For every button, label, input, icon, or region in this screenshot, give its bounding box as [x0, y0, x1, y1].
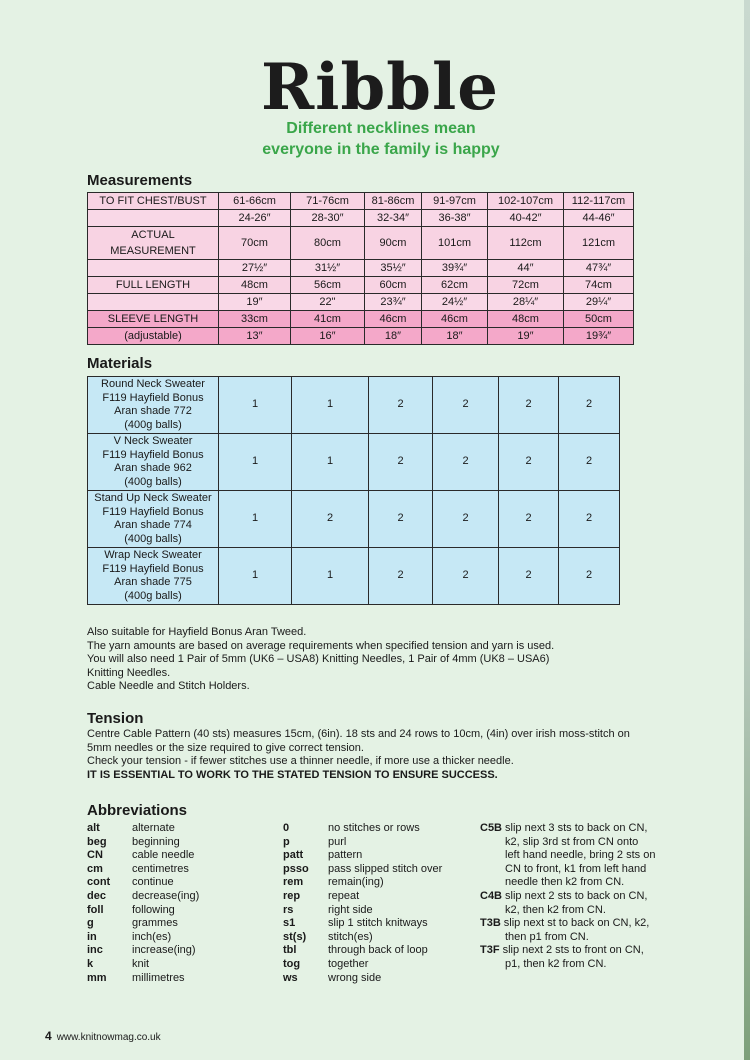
measurement-cell: 48cm [219, 277, 291, 294]
measurement-cell: 46cm [365, 311, 422, 328]
abbreviation-row [283, 836, 442, 850]
materials-table [87, 376, 620, 605]
measurement-cell: 61-66cm [219, 193, 291, 210]
ball-count-cell: 2 [433, 434, 499, 491]
ball-count-cell: 2 [559, 377, 620, 434]
abbreviation-meaning: together [328, 957, 369, 970]
abbreviation-row [87, 822, 199, 836]
yarn-label-cell [88, 548, 219, 605]
abbreviation-key: tbl [283, 944, 297, 957]
table-row [88, 227, 634, 260]
ball-count-cell: 1 [219, 491, 292, 548]
abbreviation-key: 0 [283, 822, 290, 834]
ball-count-cell: 1 [292, 434, 369, 491]
abbreviation-meaning: purl [328, 835, 347, 848]
abbreviation-meaning: continue [132, 876, 174, 889]
abbreviation-key: psso [283, 862, 309, 875]
yarn-label-line: F119 Hayfield Bonus [102, 562, 204, 575]
measurement-cell: 71-76cm [291, 193, 365, 210]
measurement-cell: 62cm [422, 277, 488, 294]
abbreviation-key: rs [283, 903, 294, 916]
abbreviation-row [283, 890, 442, 904]
abbreviation-key: foll [87, 903, 104, 916]
measurement-cell: 24-26″ [219, 210, 291, 227]
abbreviation-row [87, 904, 199, 918]
abbreviation-meaning: slip next st to back on CN, k2, [503, 917, 650, 930]
abbreviation-meaning: alternate [132, 822, 175, 834]
yarn-label-line: (400g balls) [124, 589, 182, 602]
abbreviation-key: in [87, 930, 97, 943]
abbreviation-meaning: grammes [132, 917, 178, 930]
abbreviation-row [480, 917, 680, 931]
abbreviation-row [87, 836, 199, 850]
ball-count-cell: 2 [369, 434, 433, 491]
yarn-label-line: Stand Up Neck Sweater [94, 492, 212, 504]
abbreviation-meaning: slip next 3 sts to back on CN, [505, 822, 648, 834]
measurement-cell: 40-42″ [488, 210, 564, 227]
page-footer [45, 1029, 161, 1043]
abbreviation-row [283, 931, 442, 945]
row-label-cell: FULL LENGTH [88, 277, 219, 294]
page-number: 4 [45, 1029, 52, 1043]
abbreviation-key: rem [283, 876, 304, 889]
measurement-cell: 19¾″ [564, 328, 634, 345]
abbreviations-column-3 [480, 822, 680, 972]
ball-count-cell: 2 [292, 491, 369, 548]
abbreviation-row [283, 863, 442, 877]
measurement-cell: 112-117cm [564, 193, 634, 210]
abbreviation-continuation: needle then k2 from CN. [505, 876, 625, 889]
yarn-label-cell [88, 491, 219, 548]
yarn-label-line: Aran shade 962 [114, 462, 192, 474]
abbreviation-key: CN [87, 849, 103, 862]
abbreviation-continuation: then p1 from CN. [505, 930, 589, 943]
abbreviation-key: p [283, 835, 290, 848]
abbreviation-meaning: pattern [328, 849, 363, 862]
ball-count-cell: 2 [499, 434, 559, 491]
measurement-cell: 101cm [422, 227, 488, 260]
ball-count-cell: 2 [433, 548, 499, 605]
measurement-cell: 72cm [488, 277, 564, 294]
abbreviation-row [87, 944, 199, 958]
abbreviation-row [480, 890, 680, 904]
abbreviation-key: s1 [283, 917, 296, 930]
yarn-label-line: Aran shade 772 [114, 405, 192, 417]
abbreviation-meaning: stitch(es) [328, 930, 373, 943]
ball-count-cell: 1 [219, 548, 292, 605]
ball-count-cell: 1 [292, 548, 369, 605]
measurement-cell: 28¼″ [488, 294, 564, 311]
abbreviation-key: st(s) [283, 930, 307, 943]
note-line: You will also need 1 Pair of 5mm (UK6 – USA8) Knitting Needles, 1 Pair of 4mm (UK8 – USA6) [87, 653, 550, 666]
abbreviation-meaning: no stitches or rows [328, 822, 420, 834]
ball-count-cell: 2 [499, 491, 559, 548]
measurement-cell: 91-97cm [422, 193, 488, 210]
measurement-cell: 74cm [564, 277, 634, 294]
abbreviation-meaning: following [132, 903, 175, 916]
measurement-cell: 80cm [291, 227, 365, 260]
note-line: Cable Needle and Stitch Holders. [87, 680, 250, 693]
abbreviation-meaning: right side [328, 903, 373, 916]
yarn-label-line: F119 Hayfield Bonus [102, 391, 204, 404]
footer-url: www.knitnowmag.co.uk [56, 1032, 161, 1043]
materials-heading: Materials [87, 355, 153, 372]
abbreviation-row [283, 917, 442, 931]
table-row [88, 193, 634, 210]
measurement-cell: 27½″ [219, 260, 291, 277]
abbreviation-row [87, 931, 199, 945]
abbreviation-meaning: slip 1 stitch knitways [328, 917, 428, 930]
measurement-cell: 44″ [488, 260, 564, 277]
table-row [88, 294, 634, 311]
measurement-cell: 13″ [219, 328, 291, 345]
ball-count-cell: 1 [219, 377, 292, 434]
tension-line: Centre Cable Pattern (40 sts) measures 15cm, (6in). 18 sts and 24 rows to 10cm, (4in) over irish moss-stitch on [87, 728, 630, 740]
abbreviation-key: C4B [480, 889, 503, 902]
subtitle-line: everyone in the family is happy [262, 141, 500, 158]
subtitle [0, 118, 750, 160]
materials-notes [87, 626, 687, 694]
measurement-cell: 44-46″ [564, 210, 634, 227]
ball-count-cell: 1 [219, 434, 292, 491]
measurement-cell: 47¾″ [564, 260, 634, 277]
tension-line: 5mm needles or the size required to give correct tension. [87, 741, 364, 754]
measurement-cell: 50cm [564, 311, 634, 328]
note-line: Knitting Needles. [87, 666, 171, 679]
abbreviations-column-1 [87, 822, 199, 985]
ball-count-cell: 2 [369, 548, 433, 605]
abbreviation-row [283, 904, 442, 918]
yarn-label-line: F119 Hayfield Bonus [102, 448, 204, 461]
ball-count-cell: 2 [369, 377, 433, 434]
abbreviation-meaning: inch(es) [132, 930, 172, 943]
measurement-cell: 112cm [488, 227, 564, 260]
ball-count-cell: 2 [433, 377, 499, 434]
measurements-heading: Measurements [87, 172, 193, 189]
yarn-label-line: (400g balls) [124, 418, 182, 431]
row-label-cell: SLEEVE LENGTH [88, 311, 219, 328]
abbreviation-key: patt [283, 849, 304, 862]
tension-text [87, 728, 707, 782]
abbreviation-key: k [87, 957, 94, 970]
abbreviation-key: cont [87, 876, 111, 889]
measurement-cell: 24½″ [422, 294, 488, 311]
table-row [88, 260, 634, 277]
abbreviation-row [283, 972, 442, 986]
abbreviation-meaning: cable needle [132, 849, 195, 862]
yarn-label-line: F119 Hayfield Bonus [102, 505, 204, 518]
row-label-cell: (adjustable) [88, 328, 219, 345]
table-row [88, 434, 620, 491]
abbreviation-meaning: knit [132, 957, 150, 970]
ball-count-cell: 2 [559, 548, 620, 605]
abbreviation-key: C5B [480, 822, 503, 834]
ball-count-cell: 2 [499, 548, 559, 605]
measurement-cell: 16″ [291, 328, 365, 345]
abbreviation-key: g [87, 917, 94, 930]
yarn-label-line: Aran shade 774 [114, 519, 192, 531]
row-label-cell: TO FIT CHEST/BUST [88, 193, 219, 210]
measurement-cell: 56cm [291, 277, 365, 294]
measurement-cell: 28-30″ [291, 210, 365, 227]
table-row [88, 210, 634, 227]
abbreviation-row [283, 876, 442, 890]
abbreviation-row [283, 822, 442, 836]
abbreviation-row [480, 822, 680, 836]
measurement-cell: 36-38″ [422, 210, 488, 227]
yarn-label-line: Aran shade 775 [114, 576, 192, 588]
abbreviation-meaning: pass slipped stitch over [328, 862, 443, 875]
abbreviation-meaning: millimetres [132, 971, 185, 984]
abbreviation-row [87, 849, 199, 863]
abbreviation-meaning: repeat [328, 889, 360, 902]
ball-count-cell: 2 [369, 491, 433, 548]
abbreviation-meaning: beginning [132, 835, 180, 848]
tension-heading: Tension [87, 710, 144, 727]
abbreviation-key: rep [283, 889, 301, 902]
measurement-cell: 33cm [219, 311, 291, 328]
abbreviation-meaning: slip next 2 sts to front on CN, [502, 944, 644, 957]
measurement-cell: 39¾″ [422, 260, 488, 277]
row-label-cell [88, 210, 219, 227]
measurement-cell: 60cm [365, 277, 422, 294]
measurement-cell: 35½″ [365, 260, 422, 277]
measurements-table [87, 192, 634, 345]
yarn-label-line: V Neck Sweater [113, 435, 193, 447]
abbreviation-row [283, 849, 442, 863]
table-row [88, 377, 620, 434]
measurement-cell: 19″ [219, 294, 291, 311]
abbreviations-heading: Abbreviations [87, 802, 188, 819]
abbreviation-row [87, 958, 199, 972]
yarn-label-line: (400g balls) [124, 475, 182, 488]
abbreviation-meaning: centimetres [132, 862, 189, 875]
table-row [88, 491, 620, 548]
abbreviation-key: T3B [480, 917, 501, 930]
ball-count-cell: 2 [433, 491, 499, 548]
abbreviation-key: beg [87, 835, 107, 848]
note-line: Also suitable for Hayfield Bonus Aran Tweed. [87, 626, 307, 638]
measurement-cell: 32-34″ [365, 210, 422, 227]
abbreviation-continuation: p1, then k2 from CN. [505, 957, 607, 970]
measurement-cell: 23¾″ [365, 294, 422, 311]
tension-emphasis: IT IS ESSENTIAL TO WORK TO THE STATED TENSION TO ENSURE SUCCESS. [87, 768, 498, 781]
measurement-cell: 48cm [488, 311, 564, 328]
row-label-cell: ACTUAL MEASUREMENT [88, 227, 219, 260]
yarn-label-cell [88, 377, 219, 434]
table-row [88, 311, 634, 328]
abbreviation-continuation: k2, slip 3rd st from CN onto [505, 835, 639, 848]
abbreviation-key: inc [87, 944, 103, 957]
abbreviations-column-2 [283, 822, 442, 985]
measurement-cell: 19″ [488, 328, 564, 345]
abbreviation-row [283, 958, 442, 972]
abbreviation-continuation: CN to front, k1 from left hand [505, 862, 647, 875]
abbreviation-meaning: increase(ing) [132, 944, 196, 957]
row-label-cell [88, 294, 219, 311]
row-label-cell [88, 260, 219, 277]
ball-count-cell: 1 [292, 377, 369, 434]
tension-line: Check your tension - if fewer stitches use a thinner needle, if more use a thicker needle. [87, 755, 514, 768]
abbreviation-key: T3F [480, 944, 500, 957]
abbreviation-row [87, 972, 199, 986]
measurement-cell: 46cm [422, 311, 488, 328]
table-row [88, 548, 620, 605]
measurement-cell: 18″ [422, 328, 488, 345]
measurement-cell: 81-86cm [365, 193, 422, 210]
abbreviation-key: tog [283, 957, 301, 970]
ball-count-cell: 2 [559, 491, 620, 548]
abbreviation-key: ws [283, 971, 298, 984]
page-title: Ribble [260, 50, 500, 125]
abbreviation-row [87, 917, 199, 931]
note-line: The yarn amounts are based on average requirements when specified tension and yarn is used. [87, 639, 555, 652]
table-row [88, 277, 634, 294]
abbreviation-row [87, 890, 199, 904]
measurement-cell: 90cm [365, 227, 422, 260]
abbreviation-continuation: left hand needle, bring 2 sts on [505, 849, 656, 862]
measurement-cell: 41cm [291, 311, 365, 328]
subtitle-line: Different necklines mean [286, 120, 476, 137]
abbreviation-row [87, 876, 199, 890]
abbreviation-key: cm [87, 862, 103, 875]
measurement-cell: 18″ [365, 328, 422, 345]
abbreviation-meaning: decrease(ing) [132, 889, 200, 902]
ball-count-cell: 2 [499, 377, 559, 434]
abbreviation-row [480, 944, 680, 958]
measurement-cell: 70cm [219, 227, 291, 260]
yarn-label-cell [88, 434, 219, 491]
abbreviation-key: mm [87, 971, 107, 984]
yarn-label-line: Round Neck Sweater [101, 378, 205, 390]
measurement-cell: 102-107cm [488, 193, 564, 210]
abbreviation-meaning: through back of loop [328, 944, 428, 957]
abbreviation-row [283, 944, 442, 958]
measurement-cell: 121cm [564, 227, 634, 260]
abbreviation-key: alt [87, 822, 100, 834]
abbreviation-meaning: slip next 2 sts to back on CN, [505, 889, 648, 902]
measurement-cell: 22" [291, 294, 365, 311]
abbreviation-row [87, 863, 199, 877]
table-row [88, 328, 634, 345]
measurement-cell: 31½″ [291, 260, 365, 277]
abbreviation-meaning: wrong side [328, 971, 382, 984]
yarn-label-line: Wrap Neck Sweater [104, 549, 202, 561]
abbreviation-continuation: k2, then k2 from CN. [505, 903, 606, 916]
measurement-cell: 29¼″ [564, 294, 634, 311]
ball-count-cell: 2 [559, 434, 620, 491]
abbreviation-meaning: remain(ing) [328, 876, 384, 889]
yarn-label-line: (400g balls) [124, 532, 182, 545]
abbreviation-key: dec [87, 889, 106, 902]
